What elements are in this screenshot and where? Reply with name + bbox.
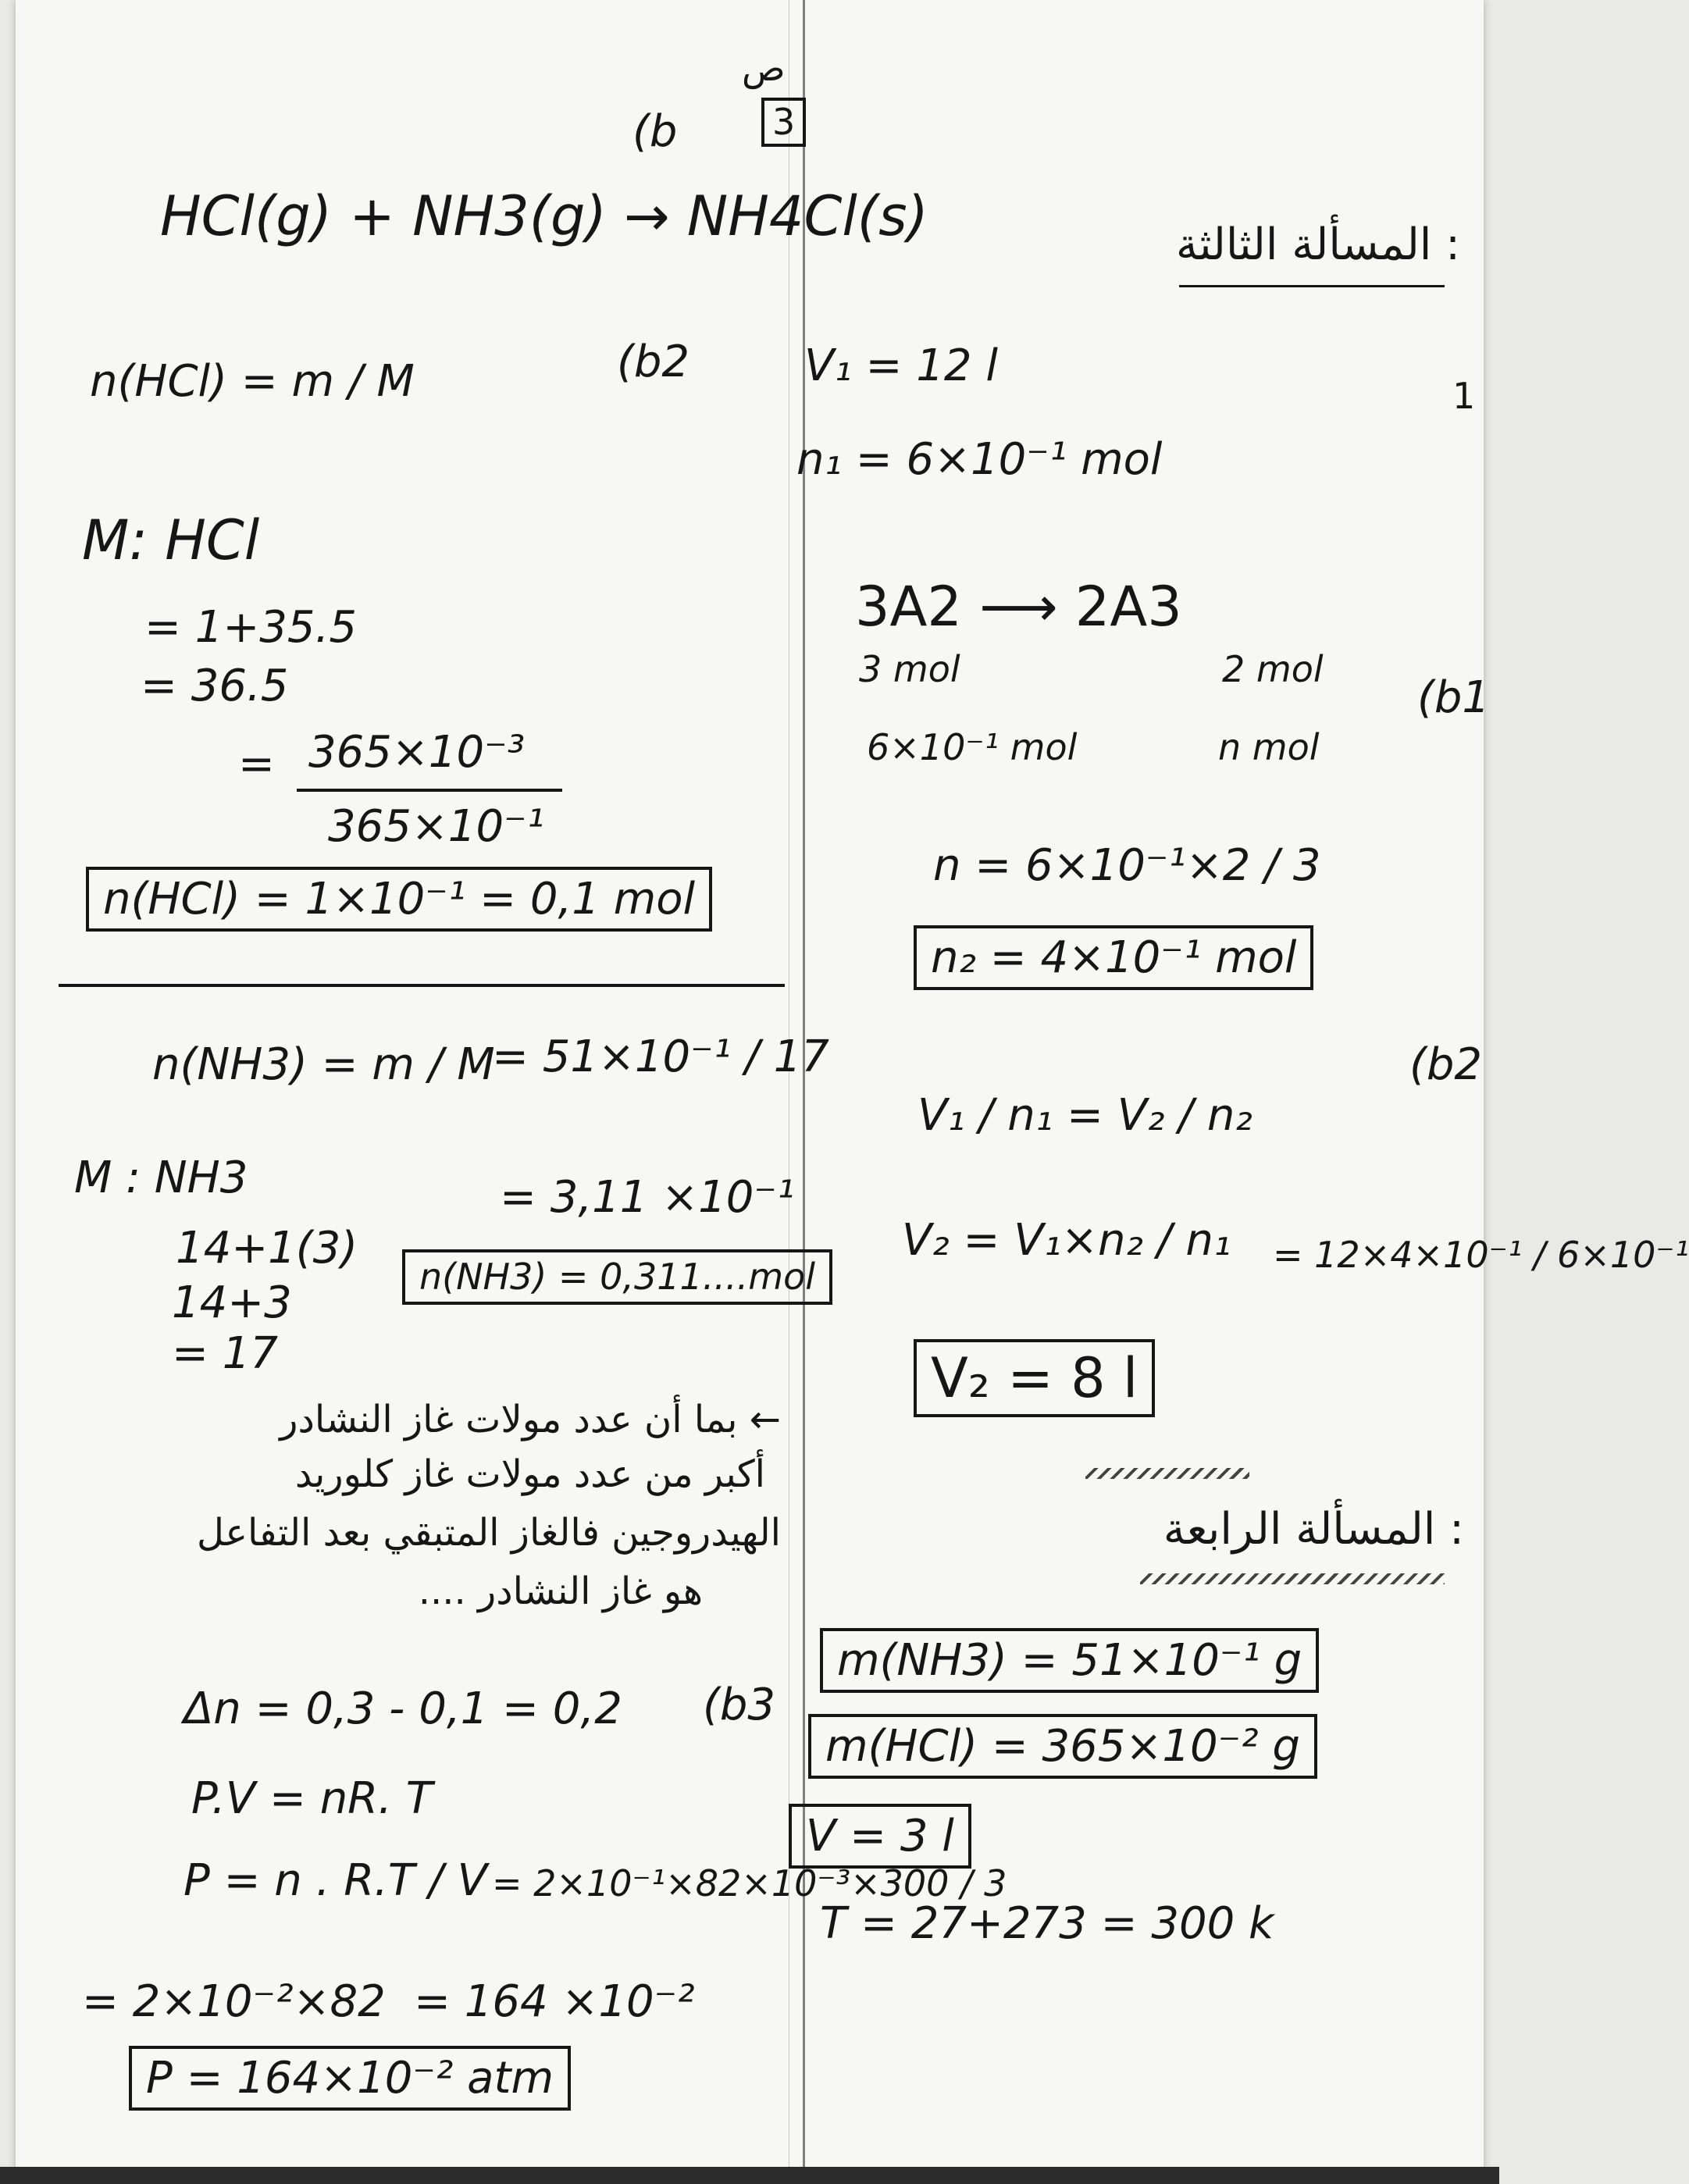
v2-substitution: = 12×4×10⁻¹ / 6×10⁻¹ — [1273, 1234, 1689, 1276]
pressure-substitution: = 2×10⁻¹×82×10⁻³×300 / 3 — [492, 1862, 1007, 1904]
molar-mass-hcl-step2: = 36.5 — [141, 661, 289, 711]
part-b1-label: (b — [632, 106, 678, 157]
n-hcl-formula: n(HCl) = m / M — [90, 356, 415, 407]
reaction-3a2-2a3: 3A2 ⟶ 2A3 — [855, 575, 1182, 639]
section-divider — [59, 984, 785, 987]
conclusion-line-1: ← بما أن عدد مولات غاز النشادر — [280, 1398, 781, 1441]
fraction-denominator: 365×10⁻¹ — [328, 801, 545, 852]
v2-formula: V₂ = V₁×n₂ / n₁ — [902, 1215, 1231, 1266]
conclusion-line-4: هو غاز النشادر .... — [418, 1569, 703, 1613]
pressure-step: = 2×10⁻²×82 — [82, 1976, 386, 2027]
molar-mass-nh3-step2: 14+3 — [172, 1277, 292, 1328]
given-temperature: T = 27+273 = 300 k — [820, 1898, 1274, 1949]
given-v1: V₁ = 12 l — [804, 340, 998, 391]
pressure-step-result: = 164 ×10⁻² — [414, 1976, 695, 2027]
given-n1: n₁ = 6×10⁻¹ mol — [796, 434, 1163, 485]
conclusion-line-2: أكبر من عدد مولات غاز كلوريد — [294, 1452, 765, 1496]
v2-result: V₂ = 8 l — [914, 1339, 1155, 1417]
section-4-underline — [1140, 1573, 1445, 1584]
n-hcl-result: n(HCl) = 1×10⁻¹ = 0,1 mol — [86, 867, 712, 932]
mol-ratio-left: 3 mol — [859, 648, 960, 690]
ideal-gas-law: P.V = nR. T — [191, 1773, 433, 1824]
pressure-formula: P = n . R.T / V — [184, 1855, 487, 1906]
conclusion-line-3: الهيدروجين فالغاز المتبقي بعد التفاعل — [196, 1511, 781, 1555]
molar-mass-hcl-title: M: HCl — [82, 508, 260, 572]
delta-n: Δn = 0,3 - 0,1 = 0,2 — [184, 1683, 622, 1734]
given-mass-nh3: m(NH3) = 51×10⁻¹ g — [820, 1628, 1319, 1693]
part-b2-label-right: (b2 — [1409, 1039, 1483, 1090]
scribble-mark — [1085, 1468, 1249, 1479]
volume-ratio: V₁ / n₁ = V₂ / n₂ — [918, 1090, 1252, 1141]
given-volume: V = 3 l — [789, 1804, 971, 1869]
page-number: 3 — [761, 98, 806, 147]
fraction-numerator: 365×10⁻³ — [308, 727, 526, 778]
part-b3-label: (b3 — [703, 1680, 776, 1730]
pressure-result: P = 164×10⁻² atm — [129, 2046, 571, 2111]
n-nh3-formula: n(NH3) = m / M — [152, 1039, 495, 1090]
given-mass-hcl: m(HCl) = 365×10⁻² g — [808, 1714, 1317, 1779]
molar-mass-nh3-step3: = 17 — [172, 1328, 278, 1379]
fraction-bar — [297, 789, 562, 792]
n-nh3-result: n(NH3) = 0,311....mol — [402, 1249, 832, 1305]
section-4-title: : المسألة الرابعة — [1163, 1504, 1464, 1555]
section-3-underline — [1179, 285, 1445, 287]
molar-mass-nh3-step1: 14+1(3) — [176, 1223, 358, 1274]
given-left: 6×10⁻¹ mol — [867, 726, 1078, 768]
part-b1-label-right: (b1 — [1417, 672, 1491, 723]
section-3-number: 1 — [1452, 375, 1476, 417]
molar-mass-nh3-title: M : NH3 — [74, 1153, 248, 1203]
unknown-right: n mol — [1218, 726, 1320, 768]
n2-result: n₂ = 4×10⁻¹ mol — [914, 925, 1313, 990]
mol-ratio-right: 2 mol — [1222, 648, 1324, 690]
part-b2-label: (b2 — [617, 337, 690, 387]
page-bottom-edge — [0, 2167, 1499, 2184]
reaction-equation: HCl(g) + NH3(g) → NH4Cl(s) — [160, 184, 928, 248]
page-label: ص — [742, 47, 786, 89]
notebook-page — [16, 0, 1689, 2171]
equals-sign: = — [238, 739, 275, 789]
n-nh3-value: = 51×10⁻¹ / 17 — [492, 1031, 829, 1082]
n-nh3-approx: = 3,11 ×10⁻¹ — [500, 1172, 795, 1223]
section-3-title: : المسألة الثالثة — [1175, 219, 1460, 270]
n-calculation: n = 6×10⁻¹×2 / 3 — [933, 840, 1321, 891]
molar-mass-hcl-step1: = 1+35.5 — [144, 602, 357, 653]
